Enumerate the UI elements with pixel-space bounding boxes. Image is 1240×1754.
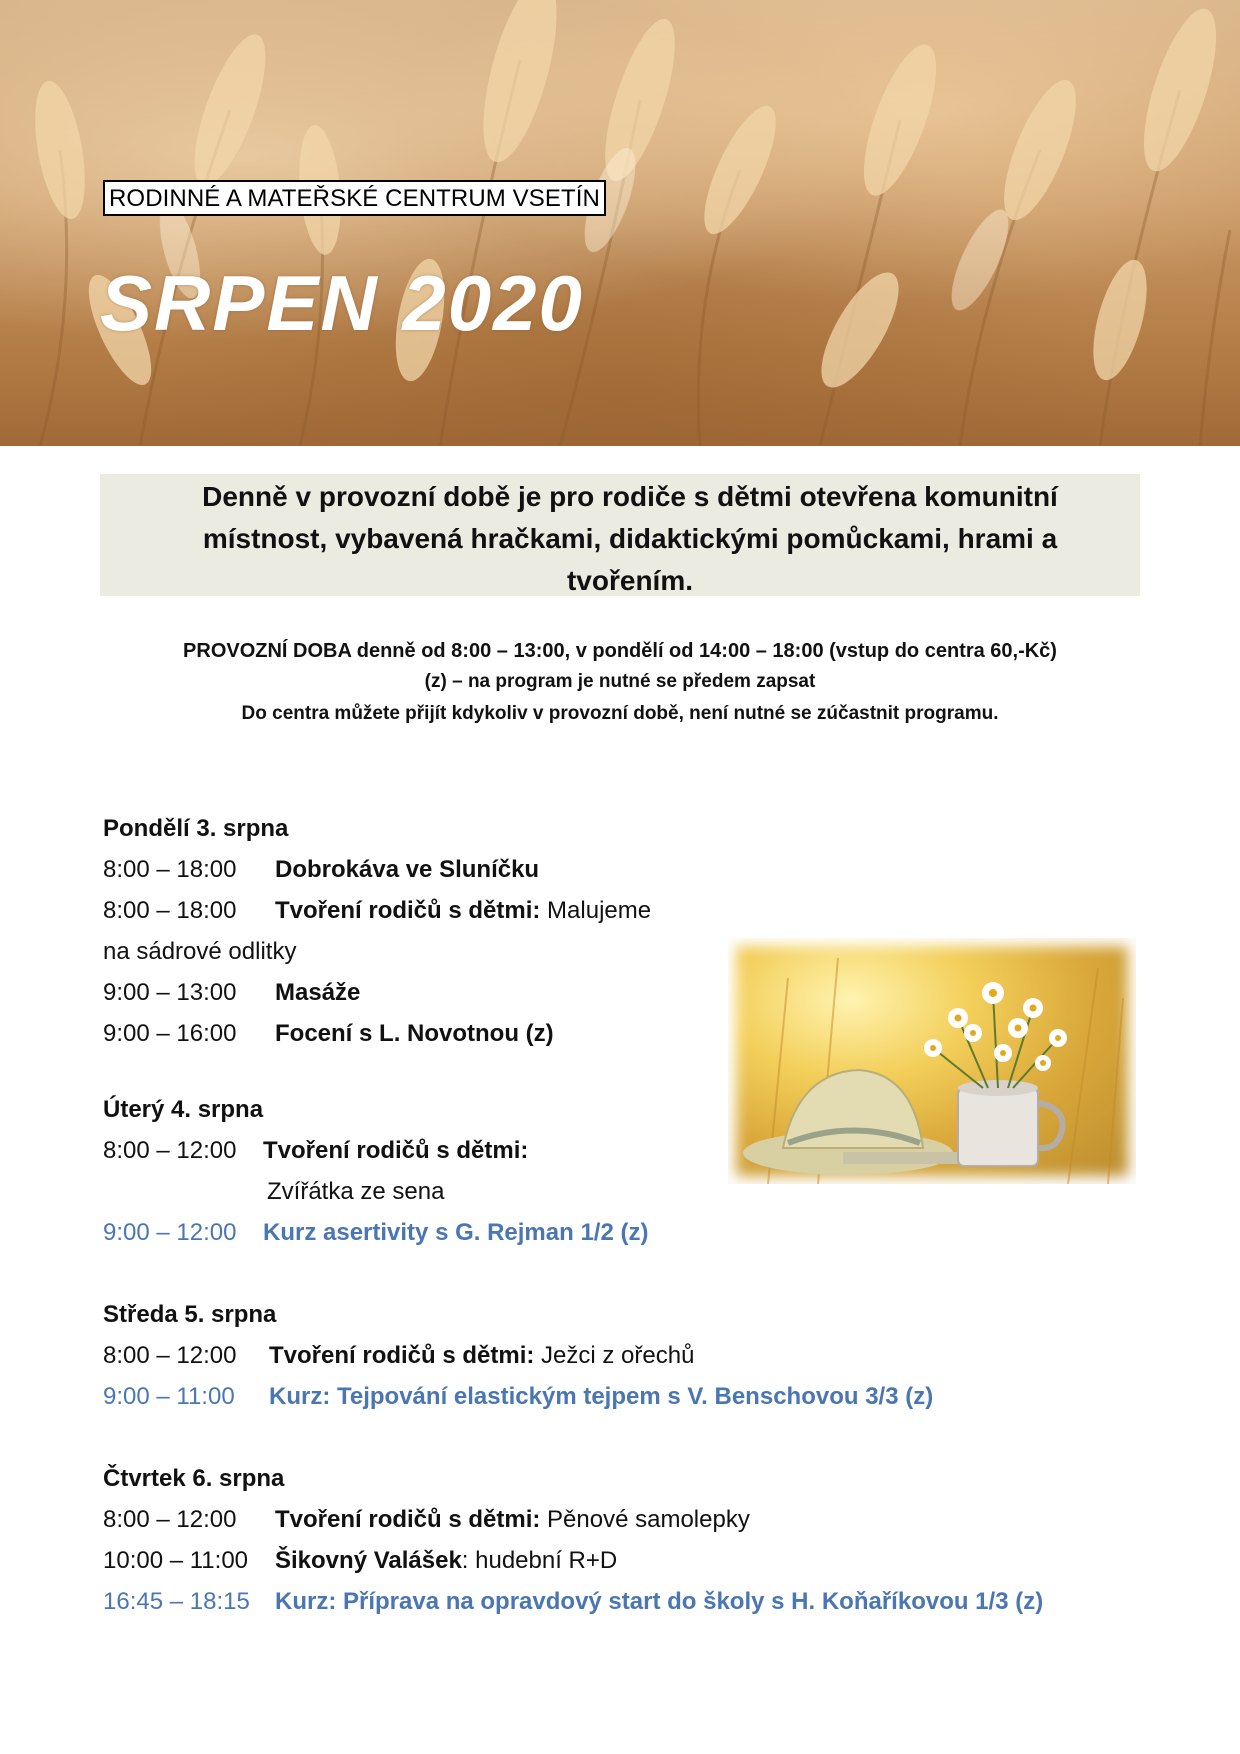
course-row — [103, 1581, 1163, 1622]
event-row — [103, 1540, 1163, 1581]
event-title: Dobrokáva ve Sluníčku — [275, 856, 540, 883]
event-time: 8:00 – 12:00 — [103, 1342, 237, 1369]
event-title: Tvoření rodičů s dětmi: — [275, 1506, 541, 1533]
event-time: 9:00 – 16:00 — [103, 1020, 237, 1047]
event-time: 8:00 – 18:00 — [103, 856, 237, 883]
event-row — [103, 1130, 1163, 1171]
event-row — [103, 1335, 1163, 1376]
day-heading: Úterý 4. srpna — [103, 1096, 264, 1123]
header-banner — [0, 0, 1240, 446]
schedule — [103, 808, 1163, 1622]
event-row-continued: na sádrové odlitky — [103, 938, 297, 965]
organization-name: RODINNÉ A MATEŘSKÉ CENTRUM VSETÍN — [103, 180, 606, 216]
info-line: Denně v provozní době je pro rodiče s dětmi otevřena komunitní — [202, 481, 1058, 512]
event-title: Focení s L. Novotnou (z) — [275, 1020, 554, 1047]
signup-note: (z) – na program je nutné se předem zapsat — [424, 671, 816, 692]
day-heading: Pondělí 3. srpna — [103, 815, 289, 842]
event-time: 8:00 – 12:00 — [103, 1137, 237, 1164]
event-desc: : hudební R+D — [461, 1547, 618, 1574]
event-time: 8:00 – 18:00 — [103, 897, 237, 924]
event-time: 9:00 – 11:00 — [103, 1383, 235, 1410]
event-desc: Pěnové samolepky — [540, 1506, 750, 1533]
event-title: Šikovný Valášek — [275, 1547, 462, 1574]
event-row-continued: Zvířátka ze sena — [267, 1178, 445, 1205]
info-line: tvořením. — [566, 565, 694, 596]
event-time: 9:00 – 13:00 — [103, 979, 237, 1006]
event-title: Kurz: Tejpování elastickým tejpem s V. Benschovou 3/3 (z) — [269, 1383, 934, 1410]
day-heading: Čtvrtek 6. srpna — [103, 1465, 285, 1492]
event-desc: Ježci z ořechů — [534, 1342, 695, 1369]
event-time: 10:00 – 11:00 — [103, 1547, 249, 1574]
event-row — [103, 1013, 1163, 1054]
wheat-field-image — [0, 0, 1240, 446]
page-title: SRPEN 2020 — [100, 259, 584, 347]
event-row — [103, 849, 1163, 890]
event-title: Tvoření rodičů s dětmi: — [275, 897, 541, 924]
course-row — [103, 1376, 1163, 1417]
event-time: 9:00 – 12:00 — [103, 1219, 237, 1246]
event-row — [103, 1499, 1163, 1540]
opening-hours-block — [100, 636, 1140, 730]
event-title: Kurz: Příprava na opravdový start do školy s H. Koňaříkovou 1/3 (z) — [275, 1588, 1044, 1615]
event-row — [103, 890, 1163, 931]
event-time: 16:45 – 18:15 — [103, 1588, 250, 1615]
event-title: Masáže — [275, 979, 361, 1006]
info-box — [100, 474, 1140, 596]
info-line: místnost, vybavená hračkami, didaktickými pomůckami, hrami a — [202, 523, 1058, 554]
event-time: 8:00 – 12:00 — [103, 1506, 237, 1533]
event-desc: Malujeme — [540, 897, 652, 924]
course-row — [103, 1212, 1163, 1253]
visit-note: Do centra můžete přijít kdykoliv v provozní době, není nutné se zúčastnit programu. — [241, 703, 999, 724]
event-row — [103, 972, 1163, 1013]
event-title: Kurz asertivity s G. Rejman 1/2 (z) — [263, 1219, 649, 1246]
event-title: Tvoření rodičů s dětmi: — [263, 1137, 529, 1164]
day-heading: Středa 5. srpna — [103, 1301, 277, 1328]
opening-hours: PROVOZNÍ DOBA denně od 8:00 – 13:00, v pondělí od 14:00 – 18:00 (vstup do centra 60,-Kč) — [183, 640, 1057, 662]
event-title: Tvoření rodičů s dětmi: — [269, 1342, 535, 1369]
